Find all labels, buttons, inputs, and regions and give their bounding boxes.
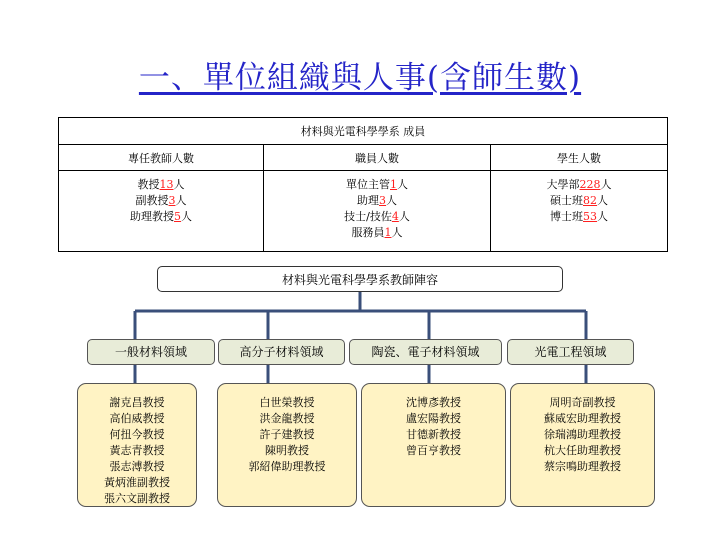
count-label: 單位主管: [346, 178, 390, 191]
faculty-member: 杭大任助理教授: [544, 444, 621, 457]
faculty-member: 蔡宗鳴助理教授: [544, 460, 621, 473]
count-unit: 人: [597, 210, 608, 223]
count-unit: 人: [175, 194, 187, 207]
count-number: 3: [379, 194, 386, 207]
count-label: 助理教授: [130, 210, 174, 223]
count-label: 教授: [137, 178, 160, 191]
count-unit: 人: [173, 178, 185, 191]
count-unit: 人: [398, 210, 410, 223]
faculty-member: 許子建教授: [259, 428, 315, 441]
faculty-member: 徐瑞鴻助理教授: [544, 428, 621, 441]
faculty-member: 蘇威宏助理教授: [544, 412, 621, 425]
faculty-card-ceramic: [361, 383, 506, 507]
count-label: 博士班: [550, 210, 583, 223]
count-unit: 人: [597, 194, 608, 207]
faculty-member: 謝克昌教授: [109, 396, 165, 409]
count-number: 4: [391, 210, 399, 223]
count-label: 副教授: [135, 194, 169, 207]
count-number: 3: [168, 194, 176, 207]
field-general-materials: 一般材料領域: [87, 339, 215, 365]
column-header-staff: 職員人數: [264, 145, 491, 171]
field-optoelectronics: 光電工程領域: [507, 339, 634, 365]
count-label: 技士/技佐: [344, 210, 392, 223]
field-ceramic-electronic-materials: 陶瓷、電子材料領域: [349, 339, 502, 365]
faculty-member: 甘德新教授: [406, 428, 461, 441]
table-heading: 材料與光電科學學系 成員: [59, 118, 668, 145]
faculty-member: 黃炳淮副教授: [104, 476, 170, 489]
count-unit: 人: [386, 194, 397, 207]
count-number: 53: [583, 210, 597, 223]
field-polymer-materials: 高分子材料領域: [218, 339, 345, 365]
count-label: 大學部: [546, 178, 580, 191]
faculty-member: 張六文副教授: [104, 492, 170, 505]
column-header-faculty: 專任教師人數: [59, 145, 264, 171]
faculty-card-polymer: [217, 383, 357, 507]
faculty-member: 張志溥教授: [109, 460, 165, 473]
faculty-card-optoelectronics: [510, 383, 655, 507]
count-number: 1: [384, 226, 392, 239]
org-root-box: 材料與光電科學學系教師陣容: [157, 266, 563, 292]
count-unit: 人: [600, 178, 612, 191]
count-number: 13: [159, 178, 174, 191]
count-unit: 人: [391, 226, 403, 239]
count-label: 助理: [357, 194, 379, 207]
faculty-member: 沈博彥教授: [406, 396, 461, 409]
faculty-card-general: [77, 383, 197, 507]
faculty-member: 盧宏陽教授: [406, 412, 461, 425]
count-number: 5: [174, 210, 181, 223]
count-number: 228: [579, 178, 601, 191]
count-unit: 人: [397, 178, 408, 191]
faculty-member: 黃志青教授: [109, 444, 165, 457]
page-title: 一、單位組織與人事(含師生數): [138, 60, 582, 96]
faculty-member: 高伯威教授: [109, 412, 165, 425]
faculty-member: 陳明教授: [265, 444, 309, 457]
column-header-students: 學生人數: [491, 145, 668, 171]
count-number: 82: [583, 194, 597, 207]
faculty-member: 曾百亨教授: [406, 444, 461, 457]
faculty-member: 洪金龍教授: [259, 412, 315, 425]
faculty-member: 郭紹偉助理教授: [248, 460, 326, 473]
count-label: 服務員: [351, 226, 385, 239]
faculty-member: 周明奇副教授: [549, 396, 616, 409]
faculty-member: 白世榮教授: [259, 396, 315, 409]
count-label: 碩士班: [550, 194, 583, 207]
count-unit: 人: [181, 210, 192, 223]
faculty-member: 何扭今教授: [109, 428, 165, 441]
count-number: 1: [390, 178, 397, 191]
